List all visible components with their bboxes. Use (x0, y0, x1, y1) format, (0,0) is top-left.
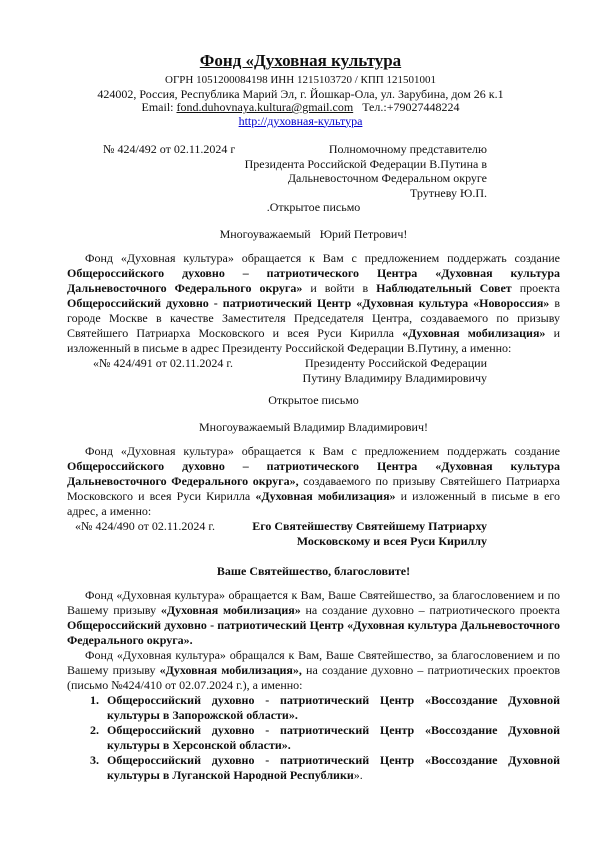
recipient-line: Трутневу Ю.П. (410, 185, 487, 200)
recipient-block-trutnev (245, 142, 487, 200)
list-item-number: 1. (90, 693, 99, 707)
letter-type-label-trutnev: .Открытое письмо (266, 200, 361, 214)
recipient-line: Московскому и всея Руси Кириллу (296, 533, 487, 548)
recipient-line: Путину Владимиру Владимировичу (302, 370, 487, 385)
website-line (54, 115, 547, 129)
salutation-trutnev: Многоуважаемый Юрий Петрович! (219, 227, 408, 241)
paragraph-putin-body: Фонд «Духовная культура» обращается к Вам с предложением поддержать создание Общероссийского духовно – патриотического Центра «Духовная культура Дальневосточного Федерального округа», создаваемого по призыву Святейшего Патриарха Московского и всея Руси Кирилла «Духовная мобилизация» и изложенный в письме в его адрес, а именно: (67, 444, 561, 518)
email-link[interactable]: fond.duhovnaya.kultura@gmail.com (176, 100, 354, 114)
phone-number: Тел.:+79027448224 (362, 100, 460, 114)
website-link[interactable]: http://духовная-культура (238, 113, 363, 128)
ref-addressee-row-patriarch (67, 519, 560, 548)
salutation-patriarch: Ваше Святейшество, благословите! (216, 564, 411, 578)
recipient-line: Его Святейшеству Святейшему Патриарху (252, 519, 487, 533)
recipient-line: Президенту Российской Федерации (304, 356, 487, 370)
org-address: 424002, Россия, Республика Марий Эл, г. Йошкар-Ола, ул. Зарубина, дом 26 к.1 (97, 86, 504, 101)
paragraph-patriarch-2: Фонд «Духовная культура» обращался к Вам, Ваше Святейшество, за благословением и по Вашему призыву «Духовная мобилизация», на создание духовно – патриотических проектов (письмо №424/410 от 02.07.2024 г.), а именно: (67, 648, 560, 692)
letterhead (54, 50, 547, 128)
salutation-putin: Многоуважаемый Владимир Владимирович! (199, 420, 428, 434)
recipient-block-putin (303, 356, 487, 385)
org-contacts (54, 101, 547, 115)
list-item-number: 3. (90, 753, 99, 767)
letter-type-label-putin: Открытое письмо (268, 393, 359, 407)
recipient-block-patriarch (252, 519, 487, 548)
paragraph-patriarch-1: Фонд «Духовная культура» обращается к Вам, Ваше Святейшество, за благословением и по Вашему призыву «Духовная мобилизация» на создание духовно – патриотического проекта Общероссийский духовно - патриотический Центр «Духовная культура Дальневосточного Федерального округа». (67, 588, 561, 647)
list-item-text: Общероссийский духовно - патриотический Центр «Воссоздание Духовной культуры в Херсонской области». (107, 723, 560, 752)
org-registration: ОГРН 1051200084198 ИНН 1215103720 / КПП 121501001 (165, 74, 436, 86)
paragraph-trutnev-body: Фонд «Духовная культура» обращается к Вам с предложением поддержать создание Общероссийского духовно – патриотического Центра «Духовная культура Дальневосточного Федерального округа» и войти в Наблюдательный Совет проекта Общероссийский духовно - патриотический Центр «Духовная культура «Новороссия» в городе Москве в качестве Заместителя Председателя Центра, создаваемого по призыву Святейшего Патриарха Московского и всея Руси Кирилла «Духовная мобилизация» и изложенный в письме в адрес Президенту Российской Федерации В.Путину, а именно: (67, 251, 561, 355)
list-item (90, 723, 560, 753)
list-item (90, 753, 560, 783)
recipient-line: Президента Российской Федерации В.Путина в (244, 156, 487, 171)
org-title: Фонд «Духовная культура (199, 51, 402, 70)
outgoing-ref-putin: «№ 424/491 от 02.11.2024 г. (93, 356, 233, 370)
ref-addressee-row-trutnev (67, 142, 560, 200)
email-label: Email: (141, 100, 174, 114)
outgoing-ref-trutnev: № 424/492 от 02.11.2024 г (103, 142, 236, 156)
list-item-number: 2. (90, 723, 99, 737)
list-item-text: Общероссийский духовно - патриотический Центр «Воссоздание Духовной культуры в Луганской Народной Республики». (107, 753, 560, 782)
recipient-line: Полномочному представителю (328, 142, 487, 156)
projects-list (67, 693, 560, 783)
recipient-line: Дальневосточном Федеральном округе (287, 171, 487, 185)
list-item-text: Общероссийский духовно - патриотический Центр «Воссоздание Духовной культуры в Запорожской области». (107, 693, 560, 722)
outgoing-ref-patriarch: «№ 424/490 от 02.11.2024 г. (75, 519, 215, 533)
ref-addressee-row-putin (67, 356, 560, 385)
list-item (90, 693, 560, 723)
